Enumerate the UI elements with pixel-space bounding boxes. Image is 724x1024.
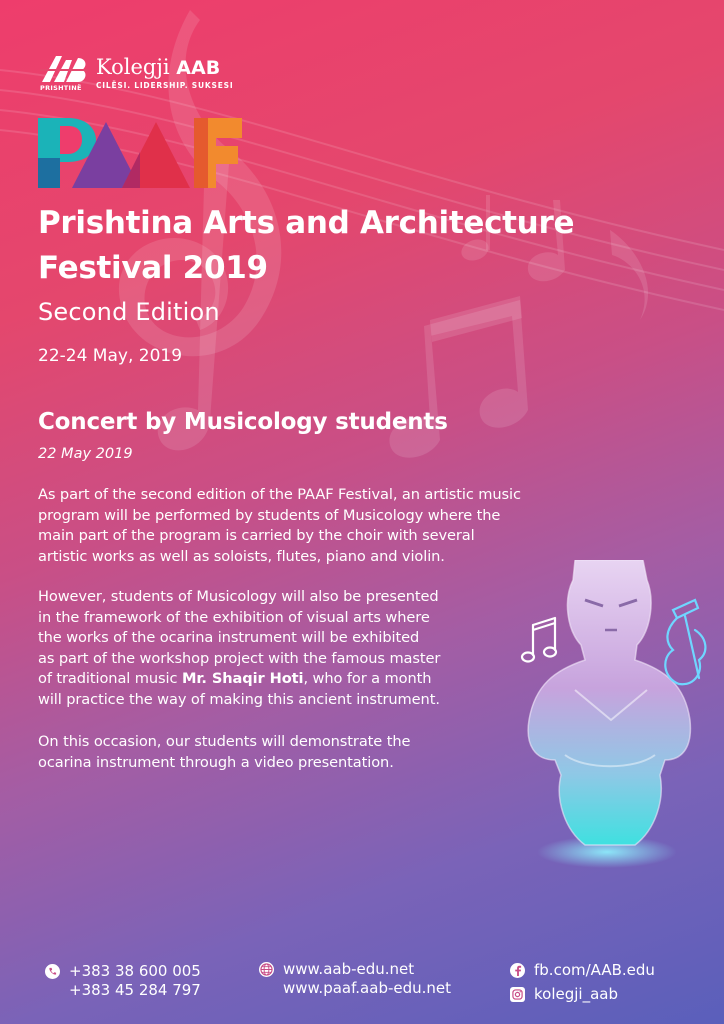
paragraph-text: , who for a month	[303, 670, 432, 688]
aab-emblem-icon	[38, 52, 90, 96]
phone-number-1[interactable]: +383 38 600 005	[69, 962, 201, 980]
globe-icon	[259, 962, 274, 977]
paragraph-line: As part of the second edition of the PAAF Festival, an artistic music	[38, 486, 521, 503]
college-name-bold: AAB	[176, 57, 221, 79]
paragraph-line: program will be performed by students of Musicology where the	[38, 506, 501, 524]
paragraph-line: as part of the workshop project with the famous master	[38, 649, 441, 667]
website-link-aab[interactable]: www.aab-edu.net	[283, 960, 415, 978]
phone-number-2[interactable]: +383 45 284 797	[69, 981, 201, 999]
concert-heading: Concert by Musicology students	[38, 409, 448, 435]
paragraph-line: On this occasion, our students will demonstrate the	[38, 733, 411, 750]
paragraph-line	[38, 669, 538, 690]
facebook-link[interactable]: fb.com/AAB.edu	[534, 961, 655, 979]
master-name: Mr. Shaqir Hoti	[181, 670, 304, 688]
phone-icon	[45, 964, 60, 979]
festival-edition: Second Edition	[38, 298, 220, 326]
paragraph-line: will practice the way of making this ancient instrument.	[38, 690, 440, 708]
facebook-icon	[510, 963, 525, 978]
college-city-label: PRISHTINË	[40, 84, 82, 92]
contact-instagram	[510, 985, 618, 1004]
contact-phones	[45, 962, 201, 1000]
paragraph-line: main part of the program is carried by the choir with several	[38, 527, 475, 545]
paragraph-intro	[38, 485, 638, 567]
festival-title: Prishtina Arts and Architecture Festival 2019	[38, 205, 575, 286]
ocarina-figurine-illustration	[515, 560, 715, 870]
paragraph-line: the works of the ocarina instrument will be exhibited	[38, 629, 420, 647]
paragraph-ocarina-exhibition	[38, 587, 538, 711]
contact-websites	[259, 960, 451, 998]
concert-date: 22 May 2019	[38, 446, 133, 462]
paaf-logo	[38, 118, 248, 190]
contact-facebook	[510, 961, 655, 980]
college-name-prefix: Kolegji	[96, 55, 170, 79]
college-slogan: CILËSI. LIDERSHIP. SUKSESI	[96, 81, 234, 90]
paragraph-line: in the framework of the exhibition of visual arts where	[38, 608, 430, 626]
website-link-paaf[interactable]: www.paaf.aab-edu.net	[283, 979, 452, 997]
instagram-handle[interactable]: kolegji_aab	[534, 985, 618, 1003]
paragraph-line: artistic works as well as soloists, flutes, piano and violin.	[38, 547, 445, 565]
kolegji-aab-logo	[38, 52, 233, 96]
paragraph-line: However, students of Musicology will also be presented	[38, 588, 439, 605]
college-name	[96, 56, 233, 79]
paragraph-line: ocarina instrument through a video presentation.	[38, 753, 394, 771]
paragraph-video-presentation	[38, 732, 508, 773]
instagram-icon	[510, 987, 525, 1002]
festival-dates: 22-24 May, 2019	[38, 346, 183, 366]
paragraph-text: of traditional music	[38, 670, 182, 688]
